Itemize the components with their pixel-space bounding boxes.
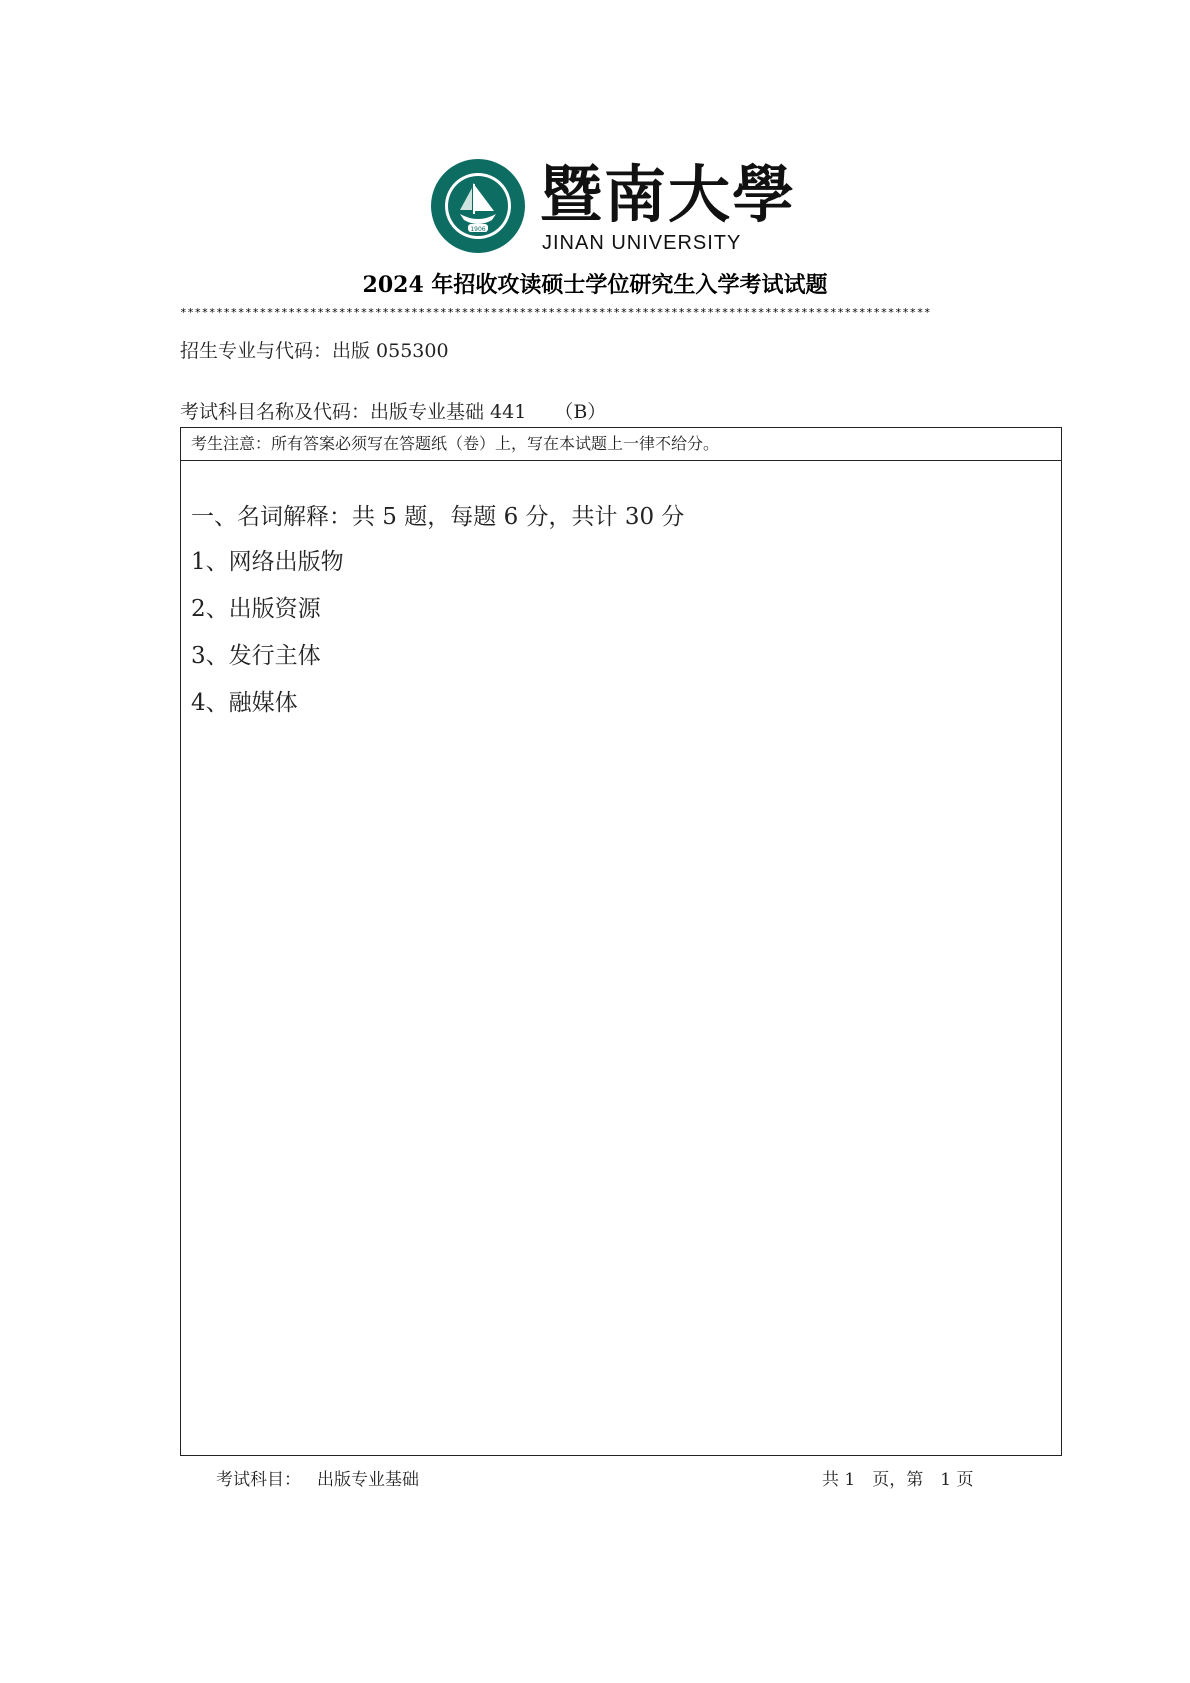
seal-year: 1906 — [470, 226, 486, 233]
subject-line — [180, 397, 606, 424]
question-item: 3、发行主体 — [191, 643, 321, 669]
question-item: 2、出版资源 — [191, 596, 321, 622]
paper-variant: （B） — [554, 401, 607, 423]
separator-line: ******************************************************************************************************** — [180, 306, 932, 319]
exam-title: 2024 年招收攻读硕士学位研究生入学考试试题 — [362, 272, 828, 298]
footer-subject-value: 出版专业基础 — [317, 1470, 419, 1490]
subject-label: 考试科目名称及代码：出版专业基础 441 — [180, 401, 527, 423]
footer-subject-label: 考试科目： — [216, 1470, 301, 1490]
university-name-cn: 暨南大學 — [540, 158, 797, 231]
section-heading: 一、名词解释：共 5 题，每题 6 分，共计 30 分 — [191, 504, 685, 530]
university-logo — [430, 158, 797, 258]
question-list — [191, 547, 344, 735]
question-item: 1、网络出版物 — [191, 549, 344, 575]
footer-subject — [216, 1465, 419, 1490]
major-line: 招生专业与代码：出版 055300 — [180, 340, 449, 362]
university-seal-icon — [430, 158, 526, 254]
question-item: 4、融媒体 — [191, 690, 298, 716]
candidate-notice: 考生注意：所有答案必须写在答题纸（卷）上，写在本试题上一律不给分。 — [181, 428, 1061, 461]
footer-page-info: 共 1 页，第 1 页 — [822, 1470, 974, 1490]
exam-question-box — [180, 427, 1062, 1456]
university-name-en: JINAN UNIVERSITY — [542, 232, 742, 254]
university-wordmark — [540, 158, 797, 258]
